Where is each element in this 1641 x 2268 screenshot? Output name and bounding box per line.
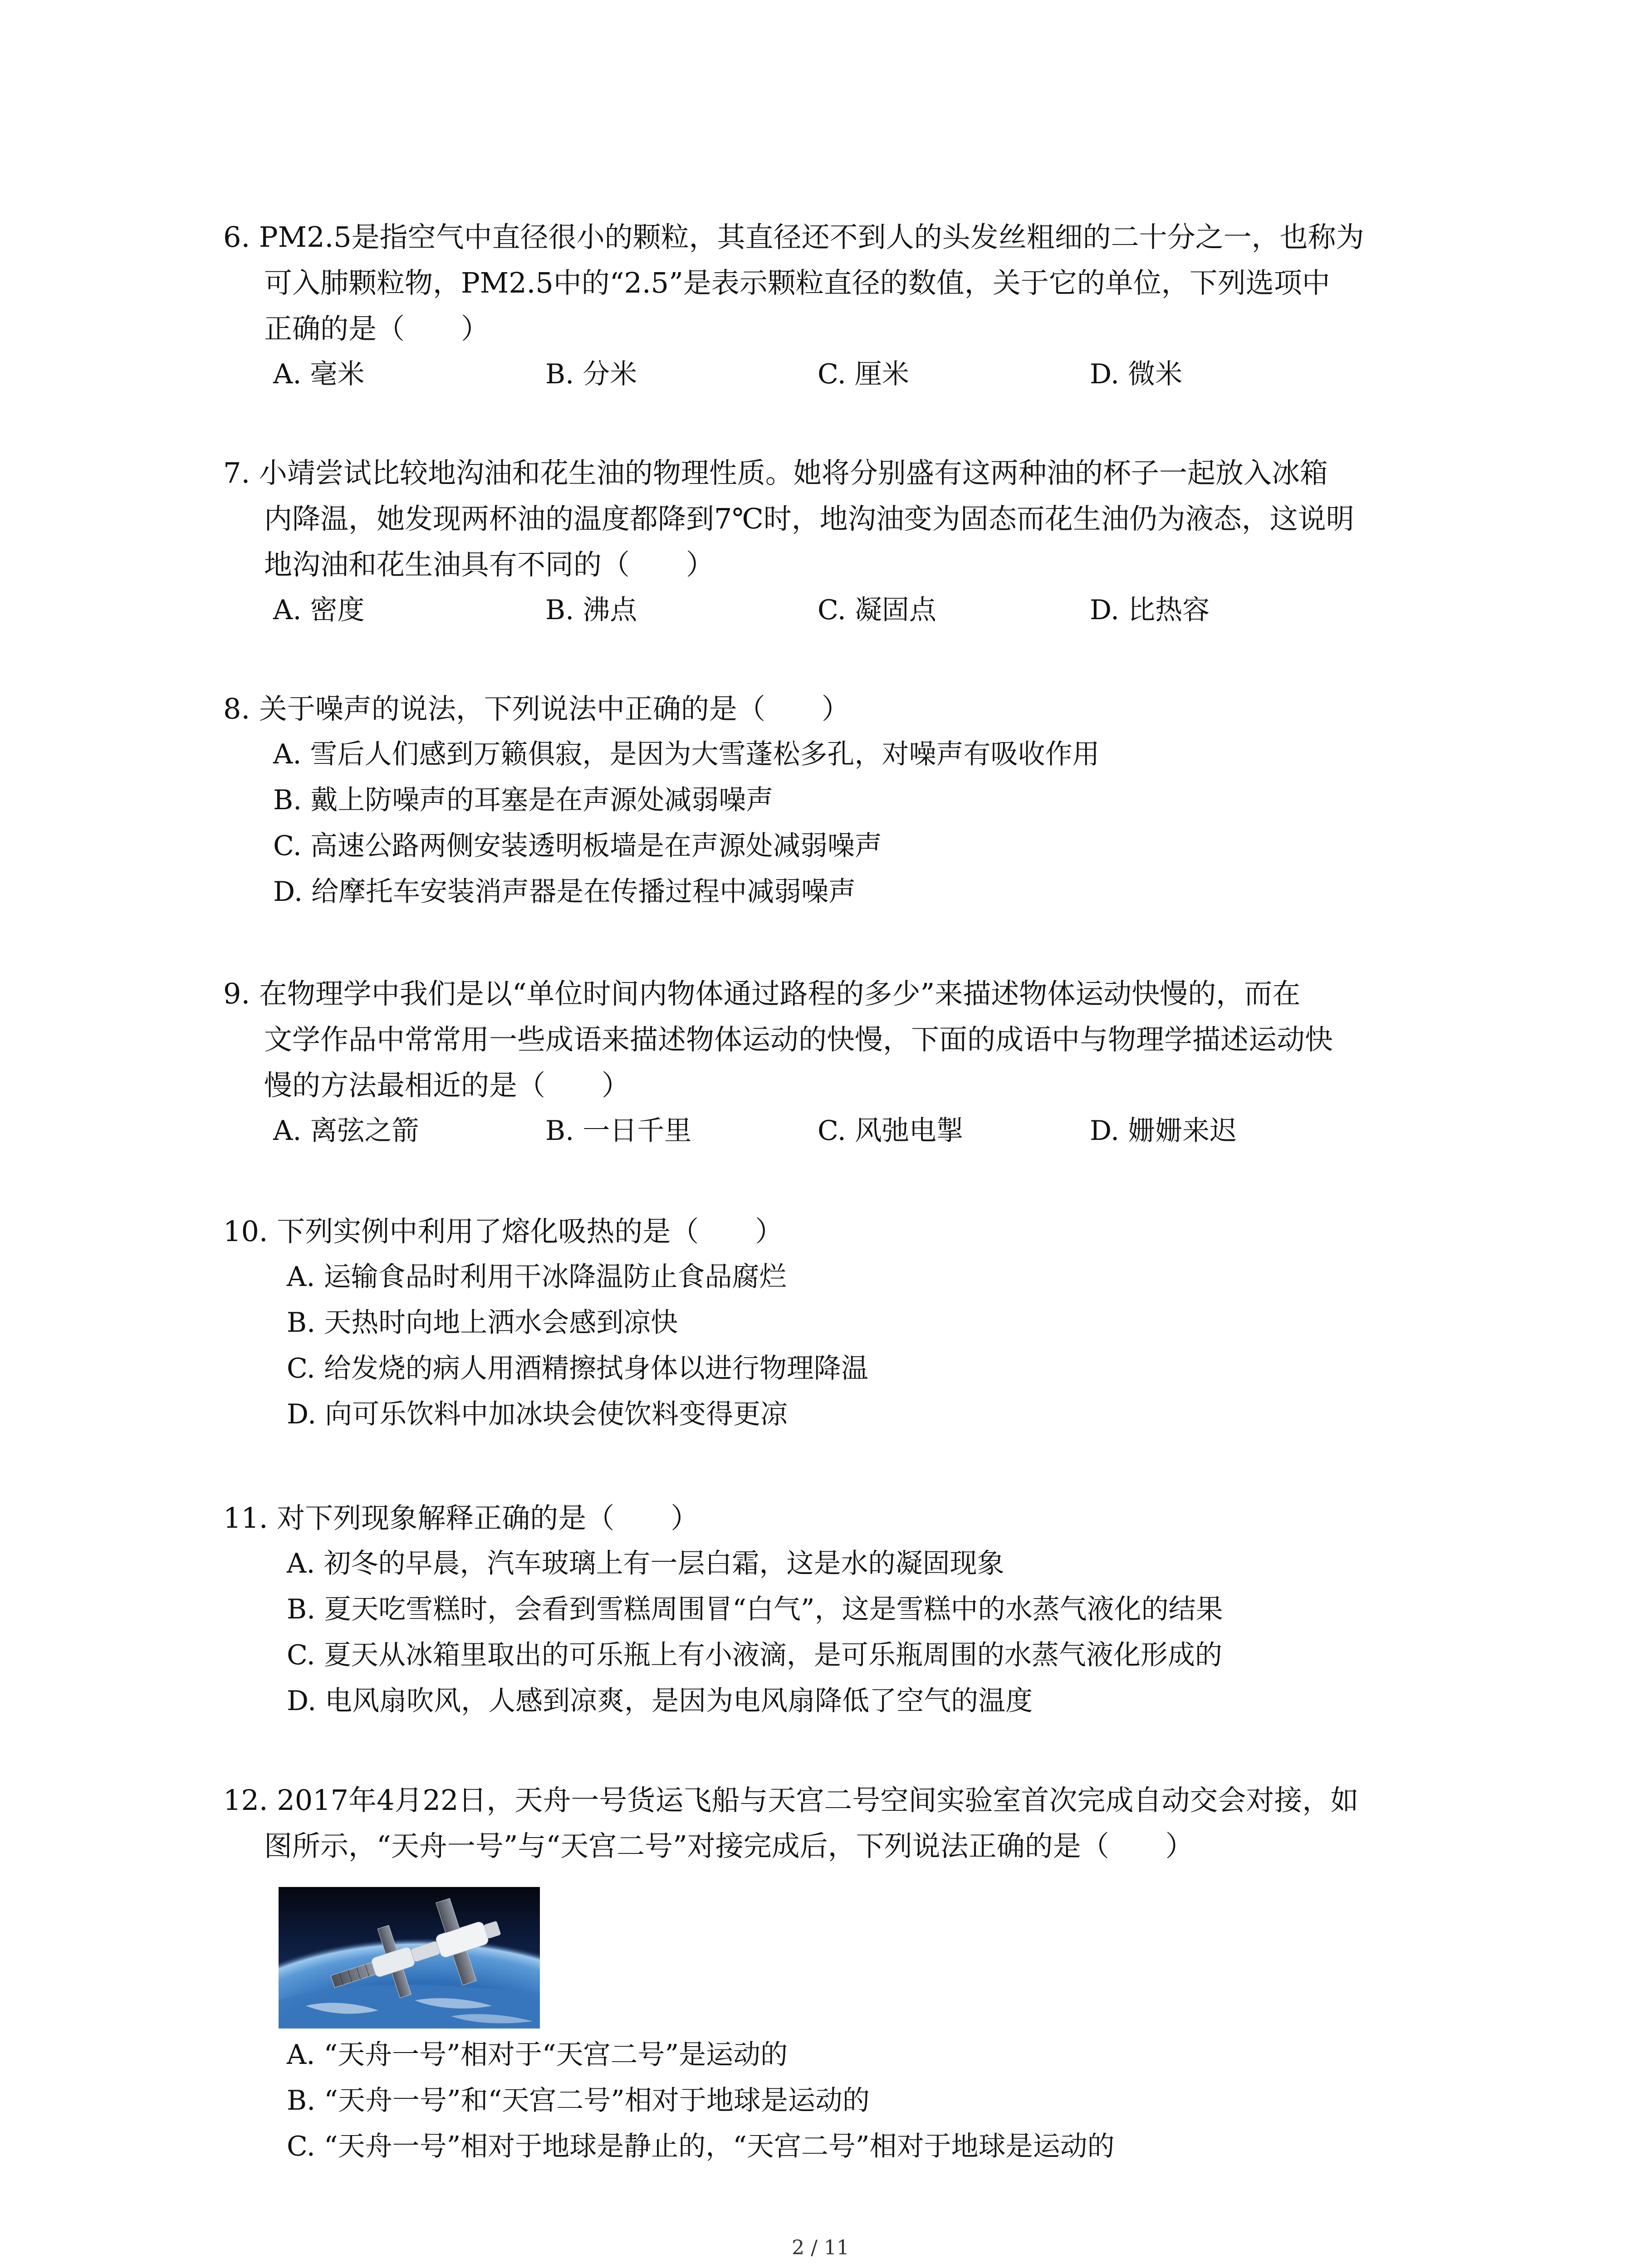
question-9-option-a[interactable]: A. 离弦之箭 [273,1115,419,1147]
question-10-option-b[interactable]: B. 天热时向地上洒水会感到凉快 [287,1307,678,1339]
question-6 [223,214,1457,397]
question-9-option-b[interactable]: B. 一日千里 [545,1115,692,1147]
question-8-option-b[interactable]: B. 戴上防噪声的耳塞是在声源处减弱噪声 [273,784,774,816]
question-11-line-1: 11. 对下列现象解释正确的是（ ） [223,1501,699,1535]
question-8 [223,686,1457,915]
question-12-option-a[interactable]: A. “天舟一号”相对于“天宫二号”是运动的 [287,2039,788,2071]
question-9-option-d[interactable]: D. 姗姗来迟 [1090,1115,1237,1147]
question-12-line-1: 12. 2017年4月22日，天舟一号货运飞船与天宫二号空间实验室首次完成自动交会对接，如 [223,1784,1359,1817]
question-12-option-c[interactable]: C. “天舟一号”相对于地球是静止的，“天宫二号”相对于地球是运动的 [287,2131,1115,2162]
question-9-line-1: 9. 在物理学中我们是以“单位时间内物体通过路程的多少”来描述物体运动快慢的，而在 [223,977,1301,1010]
page-number: 2 / 11 [792,2236,849,2259]
question-10-option-c[interactable]: C. 给发烧的病人用酒精擦拭身体以进行物理降温 [287,1353,868,1384]
question-6-option-b[interactable]: B. 分米 [545,358,637,390]
question-8-line-1: 8. 关于噪声的说法，下列说法中正确的是（ ） [223,692,850,725]
question-7 [223,450,1457,633]
question-10-line-1: 10. 下列实例中利用了熔化吸热的是（ ） [223,1215,784,1248]
question-7-line-1: 7. 小靖尝试比较地沟油和花生油的物理性质。她将分别盛有这两种油的杯子一起放入冰箱 [223,456,1328,489]
question-8-option-c[interactable]: C. 高速公路两侧安装透明板墙是在声源处减弱噪声 [273,830,882,862]
question-11-option-b[interactable]: B. 夏天吃雪糕时，会看到雪糕周围冒“白气”，这是雪糕中的水蒸气液化的结果 [287,1593,1223,1625]
question-12-options-block [223,2032,1457,2170]
question-7-option-d[interactable]: D. 比热容 [1090,594,1210,626]
question-7-option-a[interactable]: A. 密度 [273,594,365,626]
question-6-option-d[interactable]: D. 微米 [1090,358,1183,390]
question-9-options [223,1108,1457,1154]
question-9 [223,971,1457,1154]
question-6-line-2: 可入肺颗粒物，PM2.5中的“2.5”是表示颗粒直径的数值，关于它的单位，下列选项中 [264,266,1330,299]
question-8-option-d[interactable]: D. 给摩托车安装消声器是在传播过程中减弱噪声 [273,876,856,908]
question-11-option-c[interactable]: C. 夏天从冰箱里取出的可乐瓶上有小液滴，是可乐瓶周围的水蒸气液化形成的 [287,1639,1222,1671]
question-6-line-1: 6. PM2.5是指空气中直径很小的颗粒，其直径还不到人的头发丝粗细的二十分之一，也称为 [223,220,1364,254]
question-10-option-a[interactable]: A. 运输食品时利用干冰降温防止食品腐烂 [287,1261,787,1293]
question-8-options [223,732,1457,915]
question-11-option-d[interactable]: D. 电风扇吹风，人感到凉爽，是因为电风扇降低了空气的温度 [287,1685,1033,1717]
question-12-line-2: 图所示，“天舟一号”与“天宫二号”对接完成后，下列说法正确的是（ ） [264,1829,1194,1862]
question-6-option-a[interactable]: A. 毫米 [273,358,365,390]
question-12-options [223,2032,1457,2170]
space-station-illustration [279,1887,540,2028]
question-9-line-3: 慢的方法最相近的是（ ） [264,1069,630,1102]
question-7-option-c[interactable]: C. 凝固点 [818,594,936,626]
question-11-options [223,1541,1457,1724]
question-7-line-3: 地沟油和花生油具有不同的（ ） [264,548,715,581]
question-7-option-b[interactable]: B. 沸点 [545,594,637,626]
question-12 [223,1777,1457,1869]
question-10-options [223,1254,1457,1437]
question-7-options [223,587,1457,633]
question-9-option-c[interactable]: C. 风弛电掣 [818,1115,964,1147]
question-10-option-d[interactable]: D. 向可乐饮料中加冰块会使饮料变得更凉 [287,1398,788,1430]
question-6-line-3: 正确的是（ ） [264,312,490,345]
question-6-options [223,352,1457,397]
question-11-option-a[interactable]: A. 初冬的早晨，汽车玻璃上有一层白霜，这是水的凝固现象 [287,1548,1004,1579]
question-10 [223,1208,1457,1437]
question-7-line-2: 内降温，她发现两杯油的温度都降到7℃时，地沟油变为固态而花生油仍为液态，这说明 [264,502,1354,535]
question-12-option-b[interactable]: B. “天舟一号”和“天宫二号”相对于地球是运动的 [287,2085,870,2116]
question-6-option-c[interactable]: C. 厘米 [818,358,909,390]
question-11 [223,1495,1457,1724]
question-8-option-a[interactable]: A. 雪后人们感到万籁俱寂，是因为大雪蓬松多孔，对噪声有吸收作用 [273,738,1100,770]
spacecraft-docking-figure [279,1887,540,2028]
question-9-line-2: 文学作品中常常用一些成语来描述物体运动的快慢，下面的成语中与物理学描述运动快 [264,1023,1333,1056]
